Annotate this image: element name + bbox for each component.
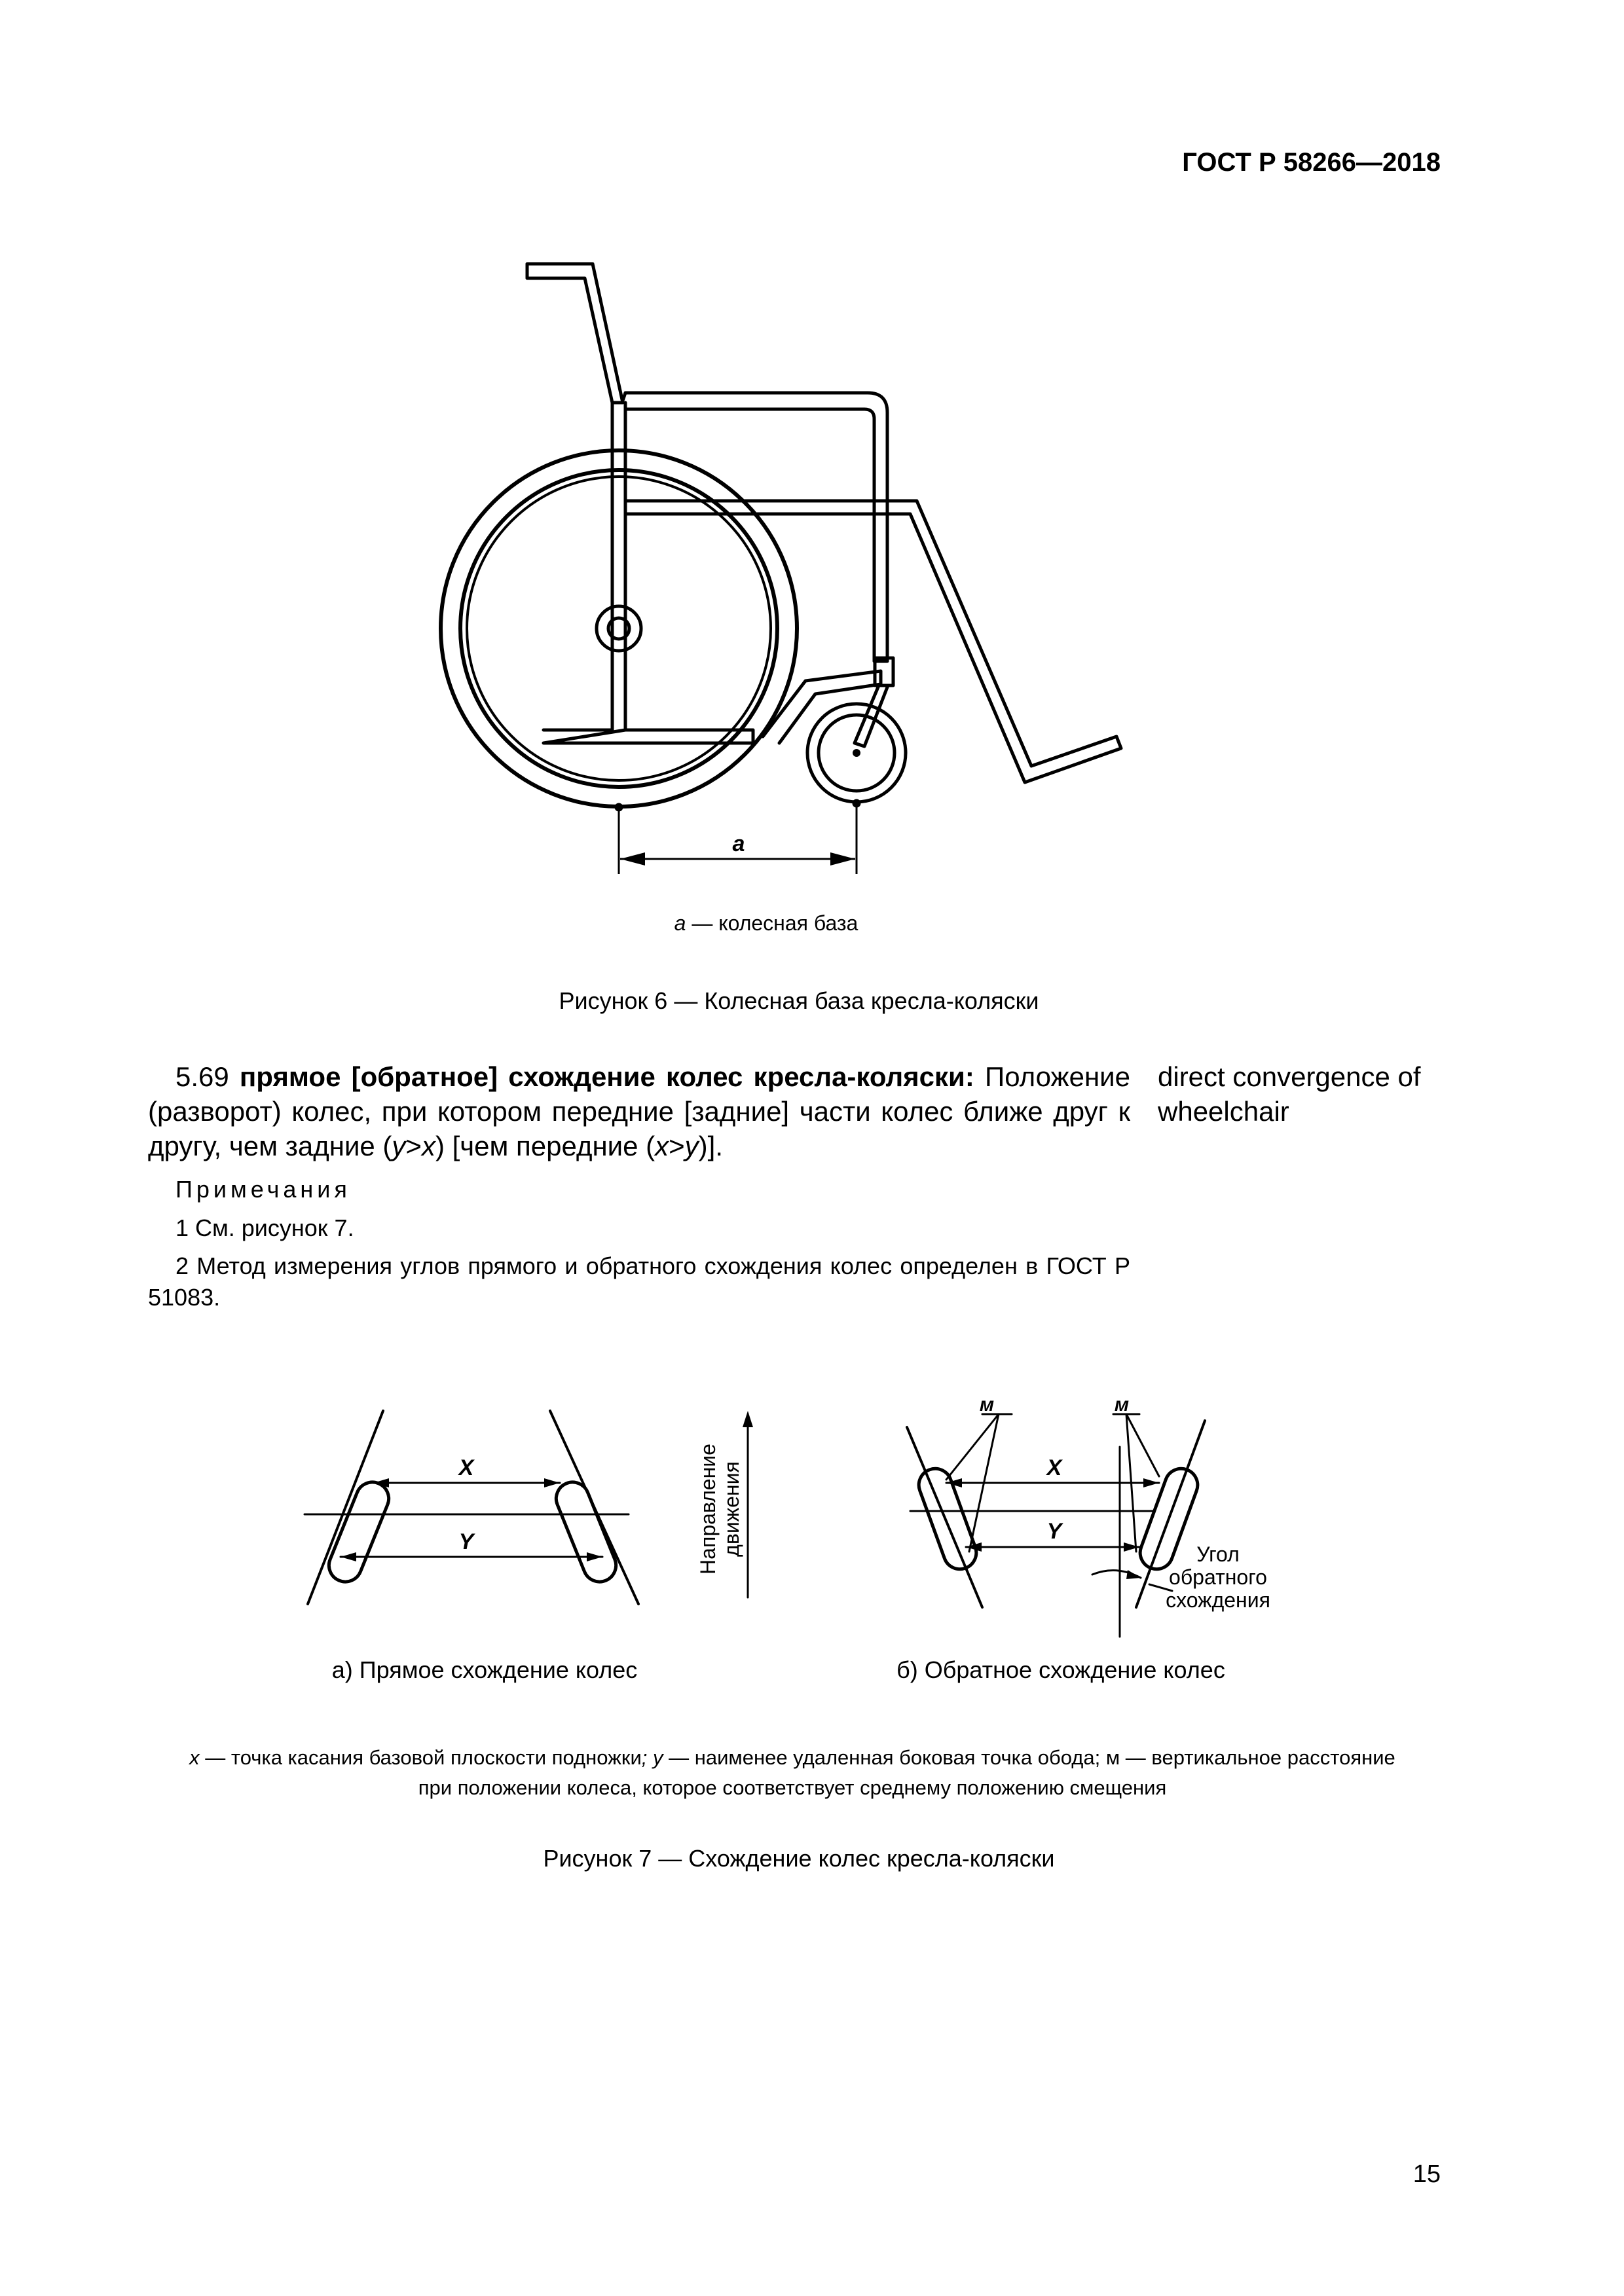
legend-x-symbol: x (189, 1746, 200, 1769)
term-def-y2: y (684, 1131, 699, 1161)
term-title: прямое [обратное] схождение колес кресла-коляски: (239, 1061, 974, 1092)
direction-label-line2: движения (720, 1461, 743, 1557)
angle-label-line2: обратного (1169, 1565, 1267, 1589)
fig7b-label-x: X (1046, 1455, 1062, 1480)
fig7b-label-m-right: м (1114, 1394, 1130, 1415)
term-english: direct convergence of wheelchair (1158, 1061, 1421, 1127)
backrest-frame (622, 393, 887, 661)
wheel-right-a (551, 1477, 621, 1586)
term-def-y1: y (392, 1131, 406, 1161)
fig7b-label-y: Y (1046, 1519, 1062, 1544)
term-def-gt1: > (405, 1131, 422, 1161)
fig7a-label-x: X (458, 1455, 474, 1480)
fig7-subcaption-b: б) Обратное схождение колес (896, 1656, 1225, 1683)
term-def-part2: ) [чем передние ( (435, 1131, 655, 1161)
figure7-legend (124, 1743, 1460, 1803)
figure6-legend (576, 911, 956, 936)
term-def-x1: x (421, 1131, 435, 1161)
term-number: 5.69 (175, 1061, 240, 1092)
caster-wheel (807, 704, 906, 802)
figure6-legend-symbol: a (674, 911, 686, 935)
fig7-subcaption-a: а) Прямое схождение колес (331, 1656, 638, 1683)
legend-y-symbol: y (653, 1746, 663, 1769)
page-number: 15 (1412, 2160, 1441, 2188)
direction-label-line1: Направление (696, 1444, 720, 1575)
term-def-x2: x (655, 1131, 669, 1161)
term-def-gt2: > (669, 1131, 685, 1161)
push-handle (527, 264, 623, 403)
legend-line2: при положении колеса, которое соответствует среднему положению смещения (418, 1776, 1167, 1799)
term-definition (148, 1059, 1130, 1163)
figure6-legend-text: — колесная база (686, 911, 858, 935)
wheel-left-b (914, 1464, 981, 1573)
legend-y-text: — наименее удаленная боковая точка обода; м — вертикальное расстояние (663, 1746, 1395, 1769)
figure6-caption: Рисунок 6 — Колесная база кресла-коляски (559, 987, 1039, 1014)
legend-x-text: — точка касания базовой плоскости подножки (199, 1746, 642, 1769)
angle-label-line1: Угол (1196, 1542, 1240, 1566)
note-1: 1 См. рисунок 7. (175, 1214, 354, 1241)
notes-title: Примечания (175, 1176, 351, 1203)
wheelbase-dim-label: a (732, 831, 745, 856)
convergence-figure (275, 1388, 1323, 1663)
rear-wheel (441, 450, 797, 807)
term-def-part1: Положение (разворот) колес, при котором передние [задние] части колес ближе друг к другу, чем задние ( (148, 1061, 1130, 1161)
term-def-part3: )]. (698, 1131, 723, 1161)
figure7-caption: Рисунок 7 — Схождение колес кресла-коляски (543, 1845, 1055, 1872)
fig7b-label-m-left: м (979, 1394, 995, 1415)
legend-sep: ; (641, 1746, 653, 1769)
note-2: 2 Метод измерения углов прямого и обратного схождения колес определен в ГОСТ Р 51083. (148, 1252, 1130, 1311)
angle-label-line3: схождения (1166, 1588, 1270, 1612)
wheelchair-figure (432, 249, 1166, 877)
document-header: ГОСТ Р 58266—2018 (1182, 148, 1441, 177)
fig7a-label-y: Y (458, 1529, 474, 1554)
